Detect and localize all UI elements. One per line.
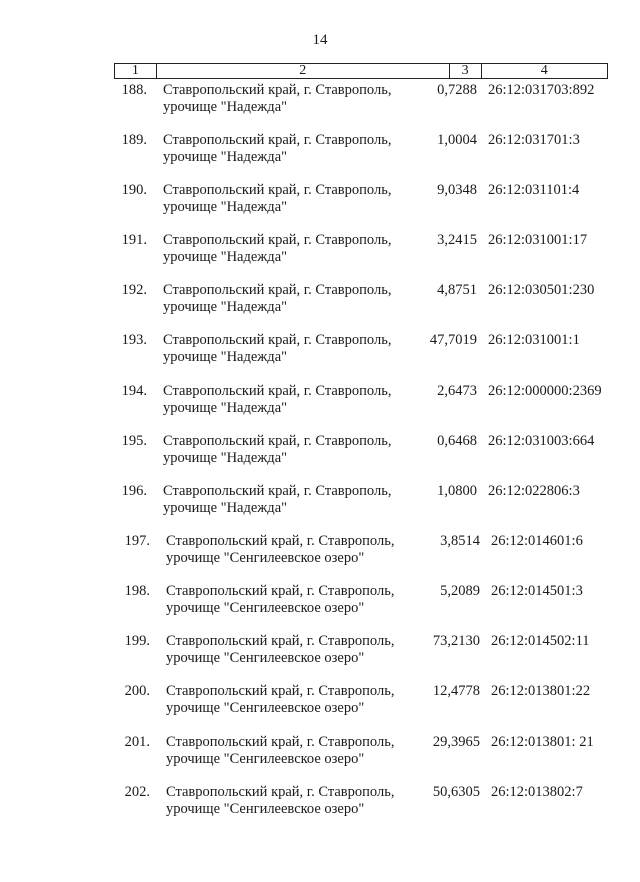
table-row bbox=[0, 130, 640, 178]
address-line-2: урочище "Надежда" bbox=[163, 199, 288, 215]
row-number: 197. bbox=[124, 533, 150, 549]
cadastral-number: 26:12:013801:22 bbox=[491, 683, 591, 699]
table-row bbox=[0, 531, 640, 579]
table-row bbox=[0, 581, 640, 629]
address-line-2: урочище "Надежда" bbox=[163, 299, 288, 315]
area-value: 9,0348 bbox=[437, 182, 477, 198]
address-line-1: Ставропольский край, г. Ставрополь, bbox=[163, 383, 392, 399]
cadastral-number: 26:12:031101:4 bbox=[488, 182, 580, 198]
area-value: 5,2089 bbox=[440, 583, 480, 599]
row-number: 201. bbox=[124, 734, 150, 750]
table-row bbox=[0, 782, 640, 830]
area-value: 50,6305 bbox=[432, 784, 480, 800]
area-value: 3,2415 bbox=[437, 232, 477, 248]
address-line-1: Ставропольский край, г. Ставрополь, bbox=[163, 282, 392, 298]
cadastral-number: 26:12:000000:2369 bbox=[488, 383, 602, 399]
address-line-2: урочище "Сенгилеевское озеро" bbox=[166, 600, 365, 616]
area-value: 1,0800 bbox=[437, 483, 477, 499]
address-line-1: Ставропольский край, г. Ставрополь, bbox=[166, 683, 395, 699]
cadastral-number: 26:12:014501:3 bbox=[491, 583, 583, 599]
table-row bbox=[0, 681, 640, 729]
address-line-1: Ставропольский край, г. Ставрополь, bbox=[163, 132, 392, 148]
header-col-4: 4 bbox=[540, 63, 548, 78]
row-number: 194. bbox=[121, 383, 147, 399]
table-row bbox=[0, 381, 640, 429]
row-number: 202. bbox=[124, 784, 150, 800]
address-line-1: Ставропольский край, г. Ставрополь, bbox=[163, 483, 392, 499]
cadastral-number: 26:12:031001:1 bbox=[488, 332, 580, 348]
row-number: 196. bbox=[121, 483, 147, 499]
address-line-2: урочище "Сенгилеевское озеро" bbox=[166, 650, 365, 666]
page-number: 14 bbox=[312, 32, 328, 48]
table-row bbox=[0, 431, 640, 479]
row-number: 192. bbox=[121, 282, 147, 298]
address-line-2: урочище "Надежда" bbox=[163, 500, 288, 516]
row-number: 200. bbox=[124, 683, 150, 699]
table-row bbox=[0, 180, 640, 228]
cadastral-number: 26:12:031703:892 bbox=[488, 82, 595, 98]
area-value: 47,7019 bbox=[429, 332, 477, 348]
row-number: 193. bbox=[121, 332, 147, 348]
address-line-2: урочище "Надежда" bbox=[163, 149, 288, 165]
address-line-2: урочище "Надежда" bbox=[163, 249, 288, 265]
address-line-2: урочище "Сенгилеевское озеро" bbox=[166, 751, 365, 767]
address-line-2: урочище "Сенгилеевское озеро" bbox=[166, 700, 365, 716]
address-line-1: Ставропольский край, г. Ставрополь, bbox=[163, 82, 392, 98]
area-value: 3,8514 bbox=[440, 533, 480, 549]
area-value: 73,2130 bbox=[432, 633, 480, 649]
cadastral-number: 26:12:031001:17 bbox=[488, 232, 588, 248]
area-value: 1,0004 bbox=[437, 132, 477, 148]
address-line-1: Ставропольский край, г. Ставрополь, bbox=[166, 533, 395, 549]
table-row bbox=[0, 230, 640, 278]
address-line-1: Ставропольский край, г. Ставрополь, bbox=[163, 433, 392, 449]
address-line-1: Ставропольский край, г. Ставрополь, bbox=[163, 182, 392, 198]
row-number: 191. bbox=[121, 232, 147, 248]
table-row bbox=[0, 330, 640, 378]
address-line-2: урочище "Сенгилеевское озеро" bbox=[166, 801, 365, 817]
table-row bbox=[0, 631, 640, 679]
address-line-2: урочище "Надежда" bbox=[163, 99, 288, 115]
row-number: 199. bbox=[124, 633, 150, 649]
row-number: 189. bbox=[121, 132, 147, 148]
address-line-1: Ставропольский край, г. Ставрополь, bbox=[166, 734, 395, 750]
area-value: 12,4778 bbox=[432, 683, 480, 699]
table-row bbox=[0, 80, 640, 128]
address-line-1: Ставропольский край, г. Ставрополь, bbox=[166, 633, 395, 649]
cadastral-number: 26:12:013802:7 bbox=[491, 784, 583, 800]
row-number: 190. bbox=[121, 182, 147, 198]
address-line-1: Ставропольский край, г. Ставрополь, bbox=[163, 232, 392, 248]
cadastral-number: 26:12:014502:11 bbox=[491, 633, 590, 649]
header-col-3: 3 bbox=[450, 64, 482, 78]
cadastral-number: 26:12:031701:3 bbox=[488, 132, 580, 148]
address-line-2: урочище "Надежда" bbox=[163, 450, 288, 466]
address-line-1: Ставропольский край, г. Ставрополь, bbox=[166, 784, 395, 800]
cadastral-number: 26:12:030501:230 bbox=[488, 282, 595, 298]
cadastral-number: 26:12:022806:3 bbox=[488, 483, 580, 499]
table-row bbox=[0, 280, 640, 328]
cadastral-number: 26:12:031003:664 bbox=[488, 433, 595, 449]
area-value: 4,8751 bbox=[437, 282, 477, 298]
row-number: 198. bbox=[124, 583, 150, 599]
area-value: 0,6468 bbox=[437, 433, 477, 449]
header-col-1: 1 bbox=[115, 64, 157, 78]
address-line-1: Ставропольский край, г. Ставрополь, bbox=[163, 332, 392, 348]
area-value: 2,6473 bbox=[437, 383, 477, 399]
cadastral-number: 26:12:014601:6 bbox=[491, 533, 583, 549]
row-number: 188. bbox=[121, 82, 147, 98]
cadastral-number: 26:12:013801: 21 bbox=[491, 734, 594, 750]
area-value: 29,3965 bbox=[432, 734, 480, 750]
table-row bbox=[0, 732, 640, 780]
area-value: 0,7288 bbox=[437, 82, 477, 98]
table-row bbox=[0, 481, 640, 529]
row-number: 195. bbox=[121, 433, 147, 449]
address-line-2: урочище "Надежда" bbox=[163, 400, 288, 416]
header-col-2: 2 bbox=[157, 64, 450, 78]
table-header bbox=[114, 63, 608, 79]
address-line-2: урочище "Сенгилеевское озеро" bbox=[166, 550, 365, 566]
address-line-1: Ставропольский край, г. Ставрополь, bbox=[166, 583, 395, 599]
address-line-2: урочище "Надежда" bbox=[163, 349, 288, 365]
